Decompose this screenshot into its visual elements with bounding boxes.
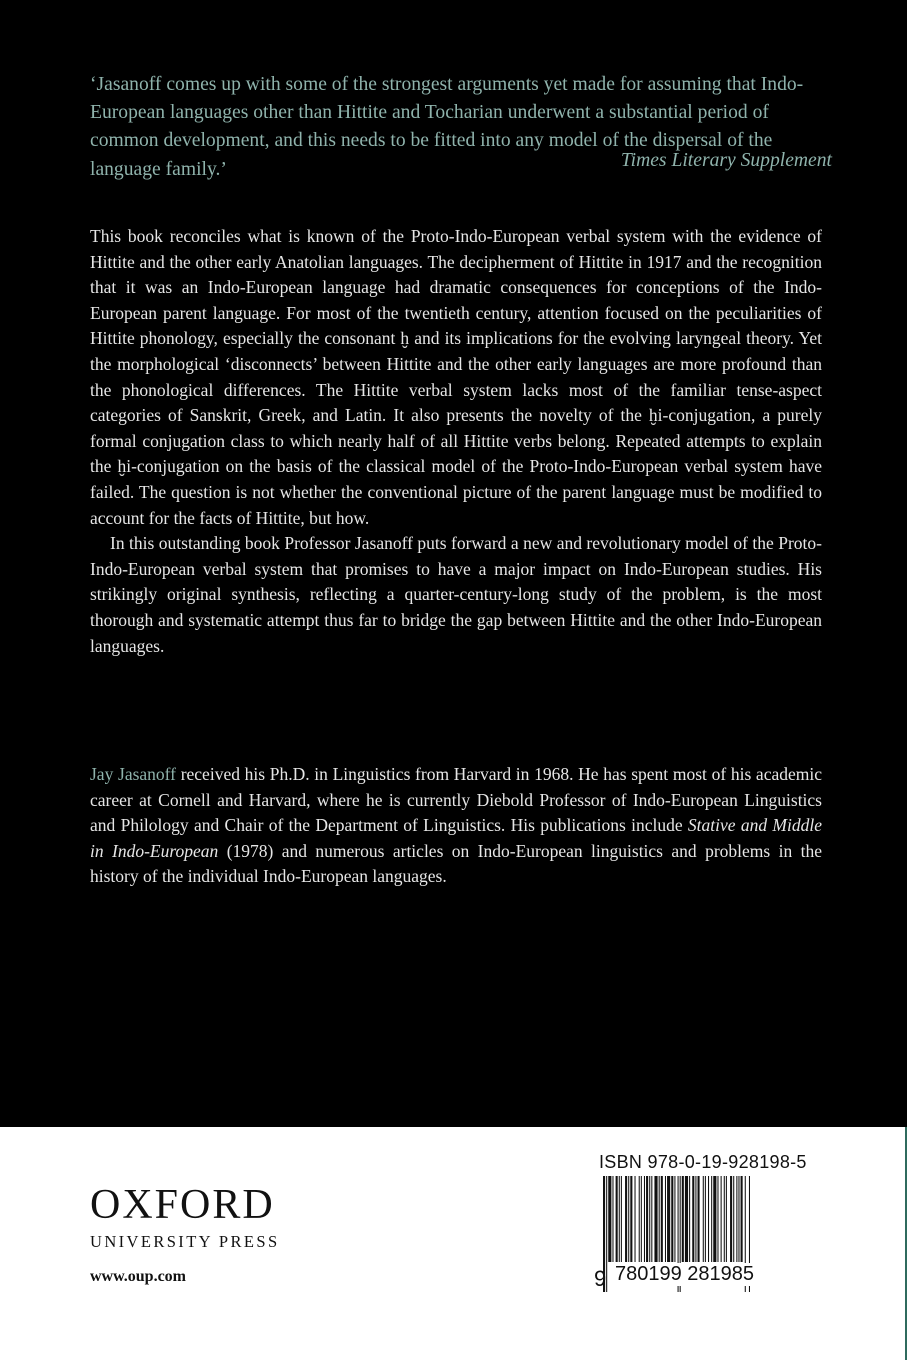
publisher-name: OXFORD bbox=[90, 1182, 275, 1228]
description-paragraph-2: In this outstanding book Professor Jasanoff puts forward a new and revolutionary model of the Proto-Indo-European verbal system that promises to have a major impact on Indo-European studies. His strikingly original synthesis, reflecting a quarter-century-long study of the problem, is the most thorough and systematic attempt thus far to bridge the gap between Hittite and the other Indo-European languages. bbox=[90, 533, 822, 656]
quote-source: Times Literary Supplement bbox=[620, 150, 832, 171]
barcode-bar bbox=[630, 1176, 632, 1262]
bio-text-2: (1978) and numerous articles on Indo-European linguistics and problems in the history of the individual Indo-European languages. bbox=[90, 840, 822, 887]
barcode-bar bbox=[682, 1176, 684, 1262]
barcode-bar bbox=[612, 1176, 613, 1262]
book-title-reference: Stative and Middle in Indo-European bbox=[90, 815, 822, 861]
barcode-bar bbox=[698, 1176, 700, 1262]
barcode-bar bbox=[646, 1176, 648, 1262]
barcode-bar bbox=[717, 1176, 718, 1262]
barcode-bar bbox=[730, 1176, 732, 1262]
barcode-bar bbox=[659, 1176, 660, 1262]
barcode-bar bbox=[724, 1176, 725, 1262]
barcode-bar bbox=[608, 1176, 611, 1262]
barcode-bar bbox=[628, 1176, 629, 1262]
barcode-bar bbox=[685, 1176, 688, 1262]
barcode-bar bbox=[621, 1176, 622, 1262]
barcode-bar bbox=[649, 1176, 650, 1262]
barcode-bar bbox=[625, 1176, 627, 1262]
barcode-bar bbox=[708, 1176, 709, 1262]
publisher-subtitle: UNIVERSITY PRESS bbox=[90, 1232, 280, 1251]
description-paragraph-1: This book reconciles what is known of the Proto-Indo-European verbal system with the evidence of Hittite and the other early Anatolian languages. The decipherment of Hittite in 1917 and the recognition that it was an Indo-European language had dramatic consequences for conceptions of the Indo-European parent language. For most of the twentieth century, attention focused on the peculiarities of Hittite phonology, especially the consonant ḫ and its implications for the evolving laryngeal theory. Yet the morphological ‘disconnects’ between Hittite and the other early languages are more profound than the phonological differences. The Hittite verbal system lacks most of the familiar tense-aspect categories of Sanskrit, Greek, and Latin. It also presents the novelty of the ḫi-conjugation, a purely formal conjugation class to which nearly half of all Hittite verbs belong. Repeated attempts to explain the ḫi-conjugation on the basis of the classical model of the Proto-Indo-European verbal system have failed. The question is not whether the conventional picture of the parent language must be modified to account for the facts of Hittite, but how. bbox=[90, 226, 822, 528]
publisher-logo bbox=[90, 1184, 280, 1252]
barcode-bar bbox=[651, 1176, 652, 1262]
barcode-bar bbox=[641, 1176, 642, 1262]
barcode-bar bbox=[654, 1176, 657, 1262]
barcode-bar bbox=[695, 1176, 696, 1262]
author-name: Jay Jasanoff bbox=[90, 764, 177, 784]
barcode-bar bbox=[644, 1176, 645, 1262]
barcode-bar bbox=[703, 1176, 704, 1262]
review-quote: ‘Jasanoff comes up with some of the strongest arguments yet made for assuming that Indo-European languages other than Hittite and Tocharian underwent a substantial period of common development, and this needs to be fitted into any model of the dispersal of the language family.’ bbox=[90, 74, 804, 180]
barcode-bar bbox=[667, 1176, 670, 1262]
barcode-bar bbox=[726, 1176, 727, 1262]
barcode-bar bbox=[741, 1176, 743, 1262]
barcode-bar bbox=[671, 1176, 673, 1262]
barcode-bar bbox=[711, 1176, 712, 1262]
barcode-bar bbox=[606, 1176, 607, 1292]
book-description bbox=[90, 224, 822, 659]
barcode-bar bbox=[733, 1176, 734, 1262]
publisher-url[interactable]: www.oup.com bbox=[90, 1268, 187, 1285]
barcode-bar bbox=[665, 1176, 666, 1262]
barcode-bar bbox=[721, 1176, 722, 1262]
barcode-bar bbox=[619, 1176, 620, 1262]
barcode-bar bbox=[635, 1176, 636, 1262]
barcode-bar bbox=[692, 1176, 694, 1262]
author-bio bbox=[90, 762, 822, 890]
barcode-bar bbox=[616, 1176, 618, 1262]
bio-text-1: received his Ph.D. in Linguistics from Harvard in 1968. He has spent most of his academic career at Cornell and Harvard, where he is currently Diebold Professor of Indo-European Linguistics and Philology and Chair of the Department of Linguistics. His publications include bbox=[90, 764, 822, 836]
barcode-bar bbox=[713, 1176, 716, 1262]
barcode-bar bbox=[738, 1176, 739, 1262]
barcode-bar bbox=[689, 1176, 690, 1262]
barcode-bar bbox=[661, 1176, 663, 1262]
isbn-label: ISBN 978-0-19-928198-5 bbox=[599, 1152, 807, 1172]
barcode-bar bbox=[736, 1176, 737, 1262]
barcode-digits: 780199 281985 bbox=[615, 1263, 755, 1285]
barcode-bar bbox=[639, 1176, 640, 1262]
barcode-first-digit: 9 bbox=[594, 1266, 607, 1291]
barcode-bar bbox=[705, 1176, 706, 1262]
barcode-bar bbox=[674, 1176, 675, 1262]
